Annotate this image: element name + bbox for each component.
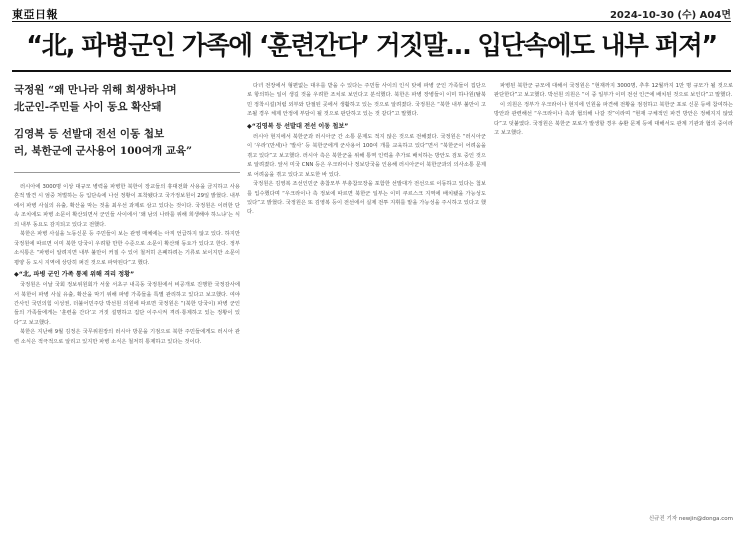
- paragraph: 러시아에 3000명 이상 대규모 병력을 파병한 북한이 장교들의 휴대전화 사용을 금지하고 사용 흔적 발견 시 엄중 처벌하는 등 입단속에 나선 정황이 포착됐다고 국가정보원이 29일 밝혔다. 내부에서 파병 사실의 유출, 확산을 막는 것을 최우선 과제로 삼고 있다는 것이다. 국정원은 이러한 단속 조치에도 파병 소문이 확산되면서 군인들 사이에서 ‘왜 남의 나라를 위해 희생해야 하느냐’는 식의 내부 동요도 감지되고 있다고 전했다.: [14, 184, 240, 228]
- column-right: [494, 82, 733, 522]
- paragraph: 국정원은 김영복 조선인민군 총참모부 부총참모장을 포함한 선발대가 전선으로 이동하고 있다는 첩보를 입수했다며 “우크라이나 측 정보에 따르면 북한군 일부는 이미 쿠르스크 지역에 배치됐을 가능성도 있다”고 밝혔다. 국정원은 또 김영복 등이 전선에서 실제 전투 지휘를 맡을 가능성을 주시하고 있다고 했다.: [247, 181, 486, 216]
- article-body-left: [14, 183, 240, 347]
- paragraph: 파병된 북한군 규모에 대해서 국정원은 “현재까지 3000명, 추후 12월까지 1만 명 규모가 될 것으로 판단한다”고 보고했다. 박선원 의원은 “이 중 일부가 이미 전선 인근에 배치된 것으로 보인다”고 말했다.: [494, 83, 733, 99]
- paragraph: 이 의원은 정부가 우크라이나 현지에 인원을 파견해 전황을 점검하고 북한군 포로 신문 등에 참여하는 방안과 관련해선 “우크라이나 측과 협의해 나갈 것”이라며 “현재 구체적인 파견 방안은 정해지지 않았다”고 덧붙였다. 국정원은 북한군 포로가 발생할 경우 송환 문제 등에 대해서도 관계 기관과 협의 중이라고 보고했다.: [494, 101, 733, 137]
- subhead-2a: 김영복 등 선발대 전선 이동 첩보: [14, 128, 165, 140]
- paragraph: 러시아 현지에서 북한군과 러시아군 간 소통 문제도 적지 않은 것으로 전해졌다. 국정원은 “러시아군이 ‘우라’(만세)나 ‘발사’ 등 북한군에게 군사용어 100여 개를 교육하고 있다”면서 “북한군이 어려움을 겪고 있다”고 보고했다. 러시아 측은 북한군을 위해 통역 인력을 추가로 배치하는 방안도 검토 중인 것으로 알려졌다. 앞서 미국 CNN 등은 우크라이나 정보당국을 인용해 러시아군이 북한군과의 의사소통 문제로 어려움을 겪고 있다고 보도한 바 있다.: [247, 133, 486, 178]
- paragraph: 북한은 파병 사실을 노동신문 등 주민들이 보는 관영 매체에는 아직 언급하지 않고 있다. 하지만 국정원에 따르면 이미 북한 당국이 우려할 만한 수준으로 소문이 확산돼 동요가 있다고 한다. 정부 소식통은 “파병이 알려지면 내부 불만이 커질 수 있어 철저히 은폐하려는 기류로 보이지만 소문이 평양 등 도시 지역에 상당히 퍼진 것으로 파악된다”고 했다.: [14, 231, 240, 266]
- subhead-1b: 北군인-주민들 사이 동요 확산돼: [14, 101, 162, 113]
- subhead-1a: 국정원 “왜 만나라 위해 희생하나며: [14, 84, 177, 96]
- article-body-middle: [247, 82, 486, 218]
- subhead-2b: 러, 북한군에 군사용어 100여개 교육”: [14, 145, 193, 157]
- paragraph: 국정원은 이날 국회 정보위원회가 서울 서초구 내곡동 국정원에서 비공개로 진행한 국정감사에서 북한이 파병 사실 유출, 확산을 막기 위해 파병 가족들을 특별 관리하고 있다고 보고했다. 여야 간사인 국민의힘 이성권, 더불어민주당 박선원 의원에 따르면 국정원은 “(북한 당국이) 파병 군인들의 가족들에게는 ‘훈련을 간다’고 거짓 설명하고 집단 이주시켜 격리·통제하고 있는 정황이 있다”고 보고했다.: [14, 282, 240, 326]
- column-left: [14, 82, 240, 347]
- masthead: [12, 6, 731, 20]
- paragraph: 다녀 전장에서 형편없는 대우를 받을 수 있다는 주민들 사이의 인식 탓에 파병 군인 가족들이 집단으로 항의하는 일이 생길 것을 우려한 조치로 보인다고 분석했다. 북한은 파병 장병들이 이미 하나원(탈북민 정착시설)처럼 외부와 단절된 곳에서 생활하고 있는 것으로 알려졌다. 국정원은 “북한 내부 불만이 고조될 경우 체제 안정에 부담이 될 것으로 판단하고 있는 것 같다”고 말했다.: [247, 83, 486, 118]
- headline-rule: [12, 70, 731, 72]
- crosshead-2: ◆“김영복 등 선발대 전선 이동 첩보”: [247, 122, 349, 130]
- subhead-divider: [14, 172, 240, 173]
- byline: 신규진 기자 newjin@donga.com: [648, 516, 733, 522]
- dateline: 2024-10-30 (수) A04면: [609, 10, 731, 21]
- newspaper-logo: 東亞日報: [12, 8, 58, 21]
- crosshead-1: ◆“北, 파병 군인 가족 통제 위해 격리 정황”: [14, 271, 135, 279]
- masthead-rule: [12, 21, 731, 22]
- paragraph: 북한은 지난해 9월 김정은 국무위원장의 러시아 방문을 기점으로 북한 주민들에게도 러시아 관련 소식은 적극적으로 알리고 있지만 파병 소식은 철저히 통제하고 있다는 것이다.: [14, 329, 240, 345]
- headline: “北, 파병군인 가족에 ‘훈련간다’ 거짓말… 입단속에도 내부 퍼져”: [26, 31, 717, 61]
- column-middle: [247, 82, 486, 218]
- article-body-right: [494, 82, 733, 139]
